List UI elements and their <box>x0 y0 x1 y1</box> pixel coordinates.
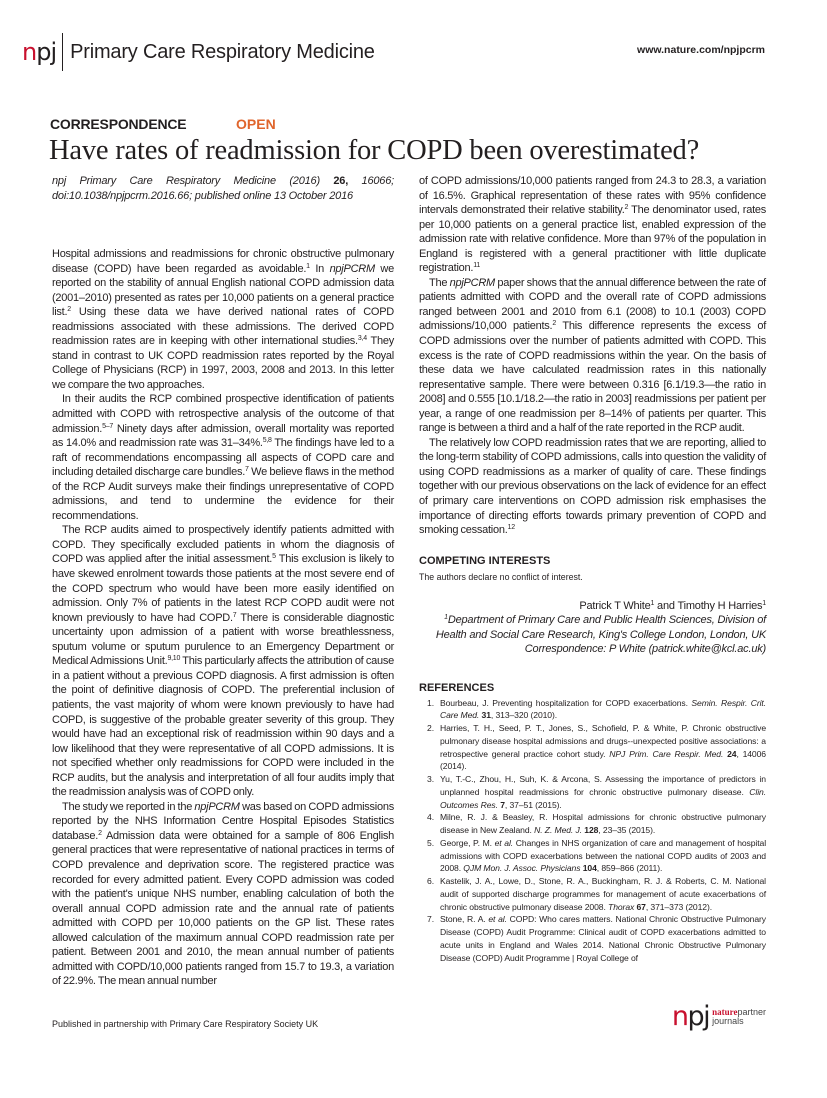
italic-run: Correspondence: P White (patrick.white@kcl.ac.uk) <box>524 643 766 656</box>
reference-item <box>419 811 766 837</box>
body-paragraph <box>52 392 394 523</box>
reference-item <box>419 837 766 875</box>
citation-superscript: 3,4 <box>357 335 367 343</box>
correspondence-line[interactable] <box>419 642 766 657</box>
bold-run: 104 <box>582 863 597 874</box>
citation-superscript: 1 <box>444 614 448 622</box>
body-paragraph <box>419 174 766 276</box>
text-run: The denominator used, rates per 10,000 patients on a general practice list, enabled expression of the admission rate with relative confidence. More than 97% of the population in England is registered with a general practitioner with little duplicate registration. <box>419 204 766 275</box>
nature-partner-journals-logo <box>671 1000 766 1032</box>
reference-item <box>419 773 766 811</box>
page-header <box>0 0 827 150</box>
reference-number: 4. <box>427 812 434 823</box>
right-column-body <box>419 174 766 538</box>
npj-logo-mark: npj <box>22 38 57 66</box>
right-column <box>419 174 766 989</box>
text-run: George, P. M. <box>440 837 495 848</box>
reference-item <box>419 875 766 913</box>
text-run: This exclusion is likely to have skewed enrolment towards those patients at the most severe end of the COPD spectrum who would have been more easily identified on admission. Only 7% of patients in the latest RCP COPD audit were not known previously to have had COPD. <box>52 553 394 624</box>
body-paragraph <box>52 523 394 799</box>
citation-superscript: 2 <box>98 829 102 837</box>
text-run: Harries, T. H., Seed, P. T., Jones, S., Schofield, P. & White, P. Chronic obstructive pulmonary disease hospital admissions and drugs--unexpected positive associations: a retrospective general practice cohort study. <box>440 723 766 759</box>
npj-footer-wordmark: naturepartner journals <box>712 1006 766 1026</box>
citation-superscript: 2 <box>67 306 71 314</box>
citation-superscript: 7 <box>245 466 249 474</box>
text-run: Hospital admissions and readmissions for chronic obstructive pulmonary disease (COPD) have been regarded as avoidable. <box>52 248 394 275</box>
italic-run: et al. <box>494 837 514 848</box>
text-run: Stone, R. A. <box>440 914 489 925</box>
text-run: The <box>429 276 450 289</box>
bold-run: 24 <box>727 748 737 759</box>
text-run: COPD: Who cares matters. National Chronic Obstructive Pulmonary Disease (COPD) Audit Programme: Clinical audit of COPD exacerbations admitted to acute units in England and Wales 2014. National Chronic Obstructive Pulmonary Disease (COPD) Audit Programme | Royal College of <box>440 914 767 963</box>
reference-item <box>419 913 766 964</box>
article-columns <box>52 174 766 989</box>
text-run: , 23–35 (2015). <box>598 825 656 836</box>
reference-text <box>440 837 766 875</box>
bold-run: 26, <box>333 175 349 187</box>
text-run: Admission data were obtained for a sample of 806 English general practices that were representative of national practices in terms of COPD prevalence and deprivation score. The registered practice was recorded for every admitted patient. Every COPD admission was coded with the patient's unique NHS number, enabling calculation of both the overall annual COPD admission rate and the annual rate of patients admitted with COPD per 10,000 patients on the GP list. These rates allowed calculation of the maximum annual COPD readmission rate per patient. Between 2001 and 2010, the mean annual number of patients admitted with COPD/10,000 patients ranged from 15.7 to 19.3, a variation of 22.9%. The mean annual number <box>52 829 394 988</box>
citation-superscript: 2 <box>552 320 557 328</box>
text-run: We believe flaws in the method of the RCP Audit surveys make their findings unrepresentative of COPD admissions, and tend to undermine the evidence for their recommendations. <box>52 466 394 522</box>
text-run: , 859–866 (2011). <box>596 863 663 874</box>
journal-url[interactable]: www.nature.com/npjpcrm <box>637 44 765 56</box>
italic-run: npjPCRM <box>329 262 375 275</box>
reference-number: 3. <box>427 774 434 785</box>
reference-number: 6. <box>427 876 434 887</box>
italic-run: NPJ Prim. Care Respir. Med. <box>609 748 724 759</box>
italic-run: Clin. Outcomes Res. <box>440 786 766 810</box>
italic-run: et al. <box>488 914 507 925</box>
text-run: This particularly affects the attribution of cause in a patient without a previous COPD diagnosis. A first admission is often the point of definitive diagnosis of COPD. The preferential inclusion of patients, the vast majority of whom were known previously to have had COPD, is suggestive of the probable greater severity of this group. They would have had an exceptional risk of readmission within 90 days and a low likelihood that they were representative of all COPD admissions. It is not specified whether only readmissions for COPD were included in the RCP audits, but the analysis and interpretation of all four audits imply that the readmission analysis was of COPD only. <box>52 655 394 799</box>
references-heading: REFERENCES <box>419 681 495 694</box>
text-run: Milne, R. J. & Beasley, R. Hospital admissions for chronic obstructive pulmonary disease in New Zealand. <box>440 812 766 836</box>
citation-superscript: 1 <box>650 599 655 607</box>
page-footer <box>52 1000 766 1032</box>
italic-run: npjPCRM <box>194 800 240 813</box>
italic-run: QJM Mon. J. Assoc. Physicians <box>463 863 581 874</box>
bold-run: 128 <box>584 825 599 836</box>
body-paragraph <box>52 247 394 392</box>
text-run: , 313–320 (2010). <box>490 710 558 721</box>
reference-item <box>419 722 766 773</box>
italic-run: Department of Primary Care and Public Health Sciences, Division of Health and Social Care Research, King's College London, London, UK <box>435 614 766 641</box>
reference-text <box>440 722 766 773</box>
references-list <box>419 697 766 965</box>
text-run: of COPD admissions/10,000 patients ranged from 24.3 to 28.3, a variation of 16.5%. Graphical representation of these rates with 95% confidence intervals demonstrated their relative stability. <box>419 175 766 217</box>
citation-superscript: 5–7 <box>102 422 114 430</box>
text-run: and Timothy H Harries <box>654 599 763 612</box>
journal-title: Primary Care Respiratory Medicine <box>70 40 375 63</box>
open-access-badge: OPEN <box>236 116 276 132</box>
text-run: This difference represents the excess of COPD admissions over the number of patients admitted with COPD. This excess is the rate of COPD readmissions within the year. On the basis of these data we have calculated readmission rates in this nationally representative sample. There were between 0.316 [6.1/19.3—the ratio in 2008] and 0.555 [10.1/18.2—the ratio in 2003] readmissions per patient per year, a range of one readmission per 8–14% of patients per quarter. This range is between a third and a half of the rate reported in the RCP audit. <box>419 320 766 435</box>
text-run: Kastelik, J. A., Lowe, D., Stone, R. A., Buckingham, R. J. & Roberts, C. M. National audit of supported discharge programmes for management of acute exacerbations of chronic obstructive pulmonary disease 2008. <box>440 876 766 912</box>
text-run: In their audits the RCP combined prospective identification of patients admitted with COPD with retrospective analysis of the outcome of that admission. <box>52 393 394 435</box>
article-type: CORRESPONDENCE <box>50 116 187 132</box>
text-run: , 371–373 (2012). <box>645 901 713 912</box>
citation-line <box>52 174 394 203</box>
body-paragraph <box>419 436 766 538</box>
citation-superscript: 9,10 <box>167 655 181 663</box>
reference-number: 7. <box>427 914 434 925</box>
reference-text <box>440 875 766 913</box>
body-paragraph <box>419 276 766 436</box>
text-run: Yu, T.-C., Zhou, H., Suh, K. & Arcona, S. Assessing the importance of predictors in unplanned hospital readmissions for chronic obstructive pulmonary disease. <box>440 774 766 797</box>
reference-text <box>440 697 766 723</box>
text-run: Patrick T White <box>579 599 651 612</box>
citation-superscript: 5,8 <box>262 437 272 445</box>
italic-run: npjPCRM <box>449 276 495 289</box>
reference-text <box>440 811 766 837</box>
reference-number: 1. <box>427 697 434 708</box>
text-run: The study we reported in the <box>62 800 195 813</box>
reference-number: 5. <box>427 837 434 848</box>
italic-run: Semin. Respir. Crit. Care Med. <box>440 697 766 721</box>
competing-interests-heading: COMPETING INTERESTS <box>419 554 551 567</box>
logo-divider <box>62 33 63 71</box>
text-run: , 37–51 (2015). <box>504 799 562 810</box>
npj-footer-mark: npj <box>671 1000 710 1032</box>
text-run: Using these data we have derived national rates of COPD readmissions associated with these admissions. The derived COPD readmission rates are in keeping with other international studies. <box>52 306 394 348</box>
italic-run: N. Z. Med. J. <box>534 825 582 836</box>
text-run: In <box>309 262 330 275</box>
text-run: The findings have led to a raft of recommendations encompassing all aspects of COPD care and including detailed discharge care bundles. <box>52 437 394 479</box>
author-block <box>419 599 766 657</box>
citation-superscript: 1 <box>306 262 310 270</box>
text-run: The RCP audits aimed to prospectively identify patients admitted with COPD. They specifically excluded patients in whom the diagnosis of COPD was applied after the initial assessment. <box>52 524 394 566</box>
text-run: The relatively low COPD readmission rates that we are reporting, allied to the long-term stability of COPD admissions, calls into question the validity of using COPD readmissions as a marker of quality of care. These findings together with our previous observations on the lack of evidence for an effect of primary care interventions on COPD admission risk emphasises the importance of directing efforts towards primary prevention of COPD and smoking cessation. <box>419 436 766 537</box>
bold-run: 7 <box>500 799 505 810</box>
citation-superscript: 7 <box>232 611 237 619</box>
text-run: Ninety days after admission, overall mortality was reported as 14.0% and readmission rate was 31–34%. <box>52 422 394 450</box>
text-run: , 14006 (2014). <box>440 748 766 772</box>
text-run: Changes in NHS organization of care and management of hospital admissions with COPD exacerbations between the national COPD audits of 2003 and 2008. <box>440 837 767 874</box>
text-run: They stand in contrast to UK COPD readmission rates reported by the Royal College of Physicians (RCP) in 1997, 2003, 2008 and 2013. In this letter we compare the two approaches. <box>52 335 395 391</box>
reference-text <box>440 913 766 964</box>
text-run: There is considerable diagnostic uncertainty upon admission of a patient with worse breathlessness, sputum volume or sputum purulence to an Emergency Department or Medical Admissions Unit. <box>52 611 394 668</box>
article-title: Have rates of readmission for COPD been overestimated? <box>49 135 700 166</box>
reference-item <box>419 697 766 723</box>
italic-run: Thorax <box>608 901 635 912</box>
author-affiliation <box>419 613 766 642</box>
journal-logo <box>22 33 375 71</box>
partnership-footer: Published in partnership with Primary Care Respiratory Society UK <box>52 1018 319 1029</box>
italic-run: npj Primary Care Respiratory Medicine (2016) <box>52 175 334 187</box>
italic-run: 16066; doi:10.1038/npjpcrm.2016.66; published online 13 October 2016 <box>52 175 394 202</box>
left-column <box>52 174 394 989</box>
citation-superscript: 5 <box>272 553 276 561</box>
competing-interests-text: The authors declare no conflict of interest. <box>419 571 583 582</box>
bold-run: 31 <box>481 710 491 721</box>
text-run: paper shows that the annual difference between the rate of patients admitted with COPD and the overall rate of COPD admissions ranged between 2001 and 2010 from 6.1 (2008) to 10.1 (2003) COPD admissions/10,000 patients. <box>419 276 766 333</box>
citation-superscript: 2 <box>624 204 629 212</box>
bold-run: 67 <box>636 901 646 912</box>
citation-superscript: 1 <box>762 599 766 607</box>
body-paragraph <box>52 800 394 989</box>
text-run: was based on COPD admissions reported by the NHS Information Centre Hospital Episodes Statistics database. <box>52 800 394 842</box>
text-run: we reported on the stability of annual English national COPD admission data (2001–2010) presented as rates per 10,000 patients on a general practice list. <box>52 262 394 319</box>
left-column-body <box>52 247 394 989</box>
author-names <box>419 599 766 614</box>
reference-number: 2. <box>427 723 434 734</box>
citation-superscript: 12 <box>507 524 515 532</box>
reference-text <box>440 773 766 811</box>
text-run: Bourbeau, J. Preventing hospitalization for COPD exacerbations. <box>440 697 692 708</box>
citation-superscript: 11 <box>473 262 481 270</box>
